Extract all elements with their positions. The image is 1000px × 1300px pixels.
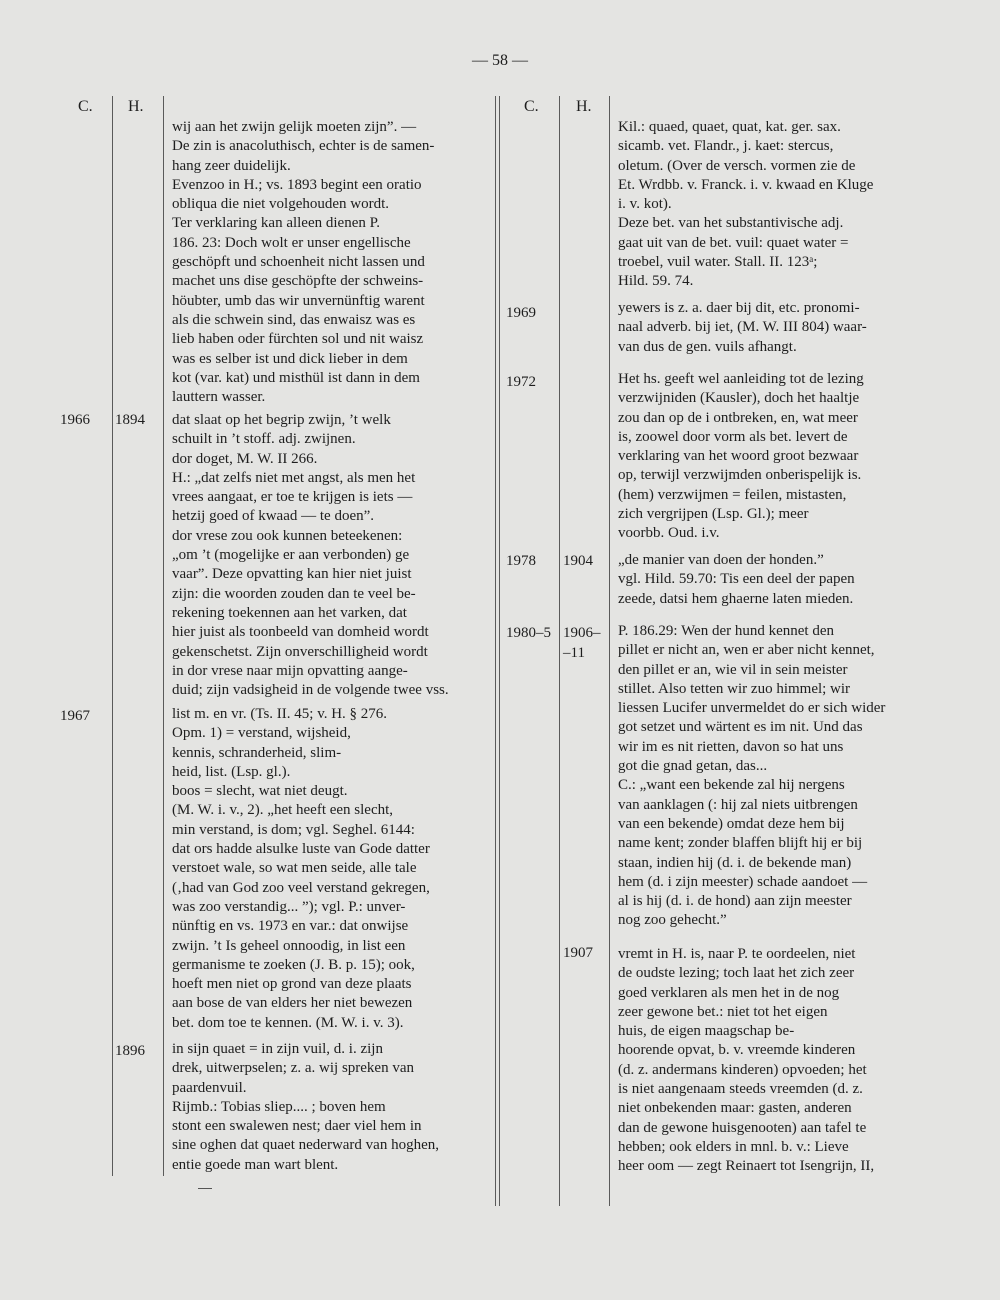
text-line: stillet. Also tetten wir zuo himmel; wir: [618, 680, 851, 697]
text-line: germanisme te zoeken (J. B. p. 15); ook,: [172, 956, 415, 973]
text-line: De zin is anacoluthisch, echter is de samen-: [172, 138, 435, 155]
text-line: hoorende opvat, b. v. vreemde kinderen: [618, 1042, 856, 1059]
text-line: was zoo verstandig... ”); vgl. P.: unver-: [172, 898, 406, 915]
text-line: oletum. (Over de versch. vormen zie de: [618, 157, 856, 174]
right-verse-marker: 1980–5: [506, 625, 551, 641]
text-line: (hem) verzwijmen = feilen, mistasten,: [618, 486, 847, 503]
left-commentary-block: [172, 705, 490, 1033]
text-line: hebben; ook elders in mnl. b. v.: Lieve: [618, 1138, 849, 1155]
text-line: hoeft men niet op grond van deze plaats: [172, 976, 412, 993]
text-line: C.: „want een bekende zal hij nergens: [618, 777, 845, 794]
text-line: (‚had van God zoo veel verstand gekregen,: [172, 879, 430, 896]
right-rule-h: [609, 96, 610, 1206]
text-line: op, terwijl verzwijmden onberispelijk is.: [618, 467, 862, 484]
text-line: verstoet wale, so wat men seide, alle tale: [172, 860, 417, 877]
text-line: P. 186.29: Wen der hund kennet den: [618, 623, 834, 639]
text-line: (M. W. i. v., 2). „het heeft een slecht,: [172, 802, 394, 819]
left-commentary-block: [172, 118, 490, 407]
text-line: wir im es nit rietten, davon so hat uns: [618, 738, 844, 755]
right-verse-marker: –11: [563, 645, 585, 661]
left-verse-marker: 1896: [115, 1043, 145, 1059]
text-line: dor vrese zou ook kunnen beteekenen:: [172, 527, 403, 544]
text-line: gaat uit van de bet. vuil: quaet water =: [618, 234, 849, 251]
text-line: zou dan op de i ontbreken, en, wat meer: [618, 409, 858, 426]
text-line: in dor vrese naar mijn opvatting aange-: [172, 662, 408, 679]
text-line: machet uns dise geschöpfte der schweins-: [172, 273, 424, 290]
text-line: hem (d. i zijn meester) schade aandoet —: [618, 873, 868, 890]
text-line: van aanklagen (: hij zal niets uitbrengen: [618, 796, 858, 813]
text-line: wij aan het zwijn gelijk moeten zijn”. —: [172, 119, 417, 135]
text-line: name kent; zonder blaffen blijft hij er bij: [618, 835, 863, 852]
text-line: de oudste lezing; toch laat het zich zeer: [618, 965, 855, 982]
text-line: staan, indien hij (d. i. de bekende man): [618, 854, 852, 871]
left-commentary-block: [172, 411, 490, 700]
text-line: duid; zijn vadsigheid in de volgende twee vss.: [172, 682, 449, 699]
right-verse-marker: 1906–: [563, 625, 601, 641]
text-line: 186. 23: Doch wolt er unser engellische: [172, 234, 411, 251]
text-line: „om ’t (mogelijke er aan verbonden) ge: [172, 547, 410, 564]
text-line: aan bose de van elders her niet bewezen: [172, 995, 413, 1012]
text-line: is niet aangenaam steeds vreemden (d. z.: [618, 1081, 863, 1098]
text-line: vgl. Hild. 59.70: Tis een deel der papen: [618, 571, 855, 588]
text-line: verzwijniden (Kausler), doch het haaltje: [618, 390, 860, 407]
text-line: nog zoo gehecht.”: [618, 912, 727, 929]
text-line: in sijn quaet = in zijn vuil, d. i. zijn: [172, 1041, 383, 1057]
right-commentary-block: [618, 945, 938, 1177]
right-header-c: C.: [524, 98, 539, 115]
text-line: Opm. 1) = verstand, wijsheid,: [172, 725, 351, 742]
text-line: zwijn. ’t Is geheel onnoodig, in list een: [172, 937, 406, 954]
text-line: Deze bet. van het substantivische adj.: [618, 215, 844, 232]
text-line: rekening toekennen aan het varken, dat: [172, 604, 407, 621]
left-verse-marker: 1966: [60, 412, 90, 428]
right-header-h: H.: [576, 98, 592, 115]
text-line: Et. Wrdbb. v. Franck. i. v. kwaad en Kluge: [618, 176, 874, 193]
text-line: Kil.: quaed, quaet, quat, kat. ger. sax.: [618, 119, 841, 135]
center-rule-1: [495, 96, 496, 1206]
text-line: Het hs. geeft wel aanleiding tot de lezing: [618, 371, 864, 387]
left-rule-h: [163, 96, 164, 1176]
text-line: Evenzoo in H.; vs. 1893 begint een oratio: [172, 176, 422, 193]
text-line: zeer gewone bet.: niet tot het eigen: [618, 1003, 828, 1020]
text-line: zich vergrijpen (Lsp. Gl.); meer: [618, 506, 809, 523]
text-line: huis, de eigen maagschap be-: [618, 1023, 795, 1040]
text-line: dor doget, M. W. II 266.: [172, 450, 318, 467]
text-line: höubter, umb das wir unvernünftig warent: [172, 292, 425, 309]
text-line: (d. z. andermans kinderen) opvoeden; het: [618, 1061, 867, 1078]
text-line: „de manier van doen der honden.”: [618, 552, 824, 568]
text-line: goed verklaren als men het in de nog: [618, 984, 840, 1001]
text-line: yewers is z. a. daer bij dit, etc. pronomi-: [618, 300, 860, 316]
text-line: got die gnad getan, das...: [618, 758, 768, 775]
text-line: Ter verklaring kan alleen dienen P.: [172, 215, 381, 232]
text-line: den pillet er an, wie vil in sein meister: [618, 661, 848, 678]
text-line: bet. dom toe te kennen. (M. W. i. v. 3).: [172, 1014, 404, 1031]
footer-dash: [198, 1188, 212, 1189]
text-line: drek, uitwerpselen; z. a. wij spreken van: [172, 1060, 414, 1077]
text-line: was es selber ist und dick lieber in dem: [172, 350, 408, 367]
text-line: heer oom — zegt Reinaert tot Isengrijn, II,: [618, 1158, 875, 1175]
right-verse-marker: 1972: [506, 374, 536, 390]
left-verse-marker: 1967: [60, 708, 90, 724]
text-line: naal adverb. bij iet, (M. W. III 804) waar-: [618, 319, 867, 336]
text-line: paardenvuil.: [172, 1079, 247, 1096]
text-line: zeede, datsi hem ghaerne laten mieden.: [618, 590, 854, 607]
text-line: hetzij goed of kwaad — te doen”.: [172, 508, 375, 525]
text-line: al is hij (d. i. de hond) aan zijn meester: [618, 893, 852, 910]
text-line: Hild. 59. 74.: [618, 273, 694, 290]
text-line: liessen Lucifer unvermeldet do er sich wider: [618, 700, 886, 717]
text-line: lieb haben oder fürchten sol und nit waisz: [172, 331, 424, 348]
right-rule-c: [559, 96, 560, 1206]
text-line: pillet er nicht an, wen er aber nicht kennet,: [618, 642, 875, 659]
text-line: is, zoowel door vorm als bet. levert de: [618, 428, 848, 445]
right-commentary-block: [618, 299, 938, 357]
text-line: dat ors hadde alsulke luste van Gode datter: [172, 841, 430, 858]
text-line: stont een swalewen nest; daer viel hem in: [172, 1118, 422, 1135]
text-line: zijn: die woorden zouden dan te veel be-: [172, 585, 416, 602]
text-line: dan de gewone huisgenooten) aan tafel te: [618, 1119, 867, 1136]
text-line: schuilt in ’t stoff. adj. zwijnen.: [172, 431, 356, 448]
right-verse-marker: 1969: [506, 305, 536, 321]
text-line: nünftig en vs. 1973 en var.: dat onwijse: [172, 918, 409, 935]
text-line: H.: „dat zelfs niet met angst, als men het: [172, 469, 416, 486]
right-commentary-block: [618, 551, 938, 609]
text-line: van dus de gen. vuils afhangt.: [618, 338, 797, 355]
text-line: sicamb. vet. Flandr., j. kaet: stercus,: [618, 138, 834, 155]
text-line: voorbb. Oud. i.v.: [618, 525, 720, 542]
left-rule-c: [112, 96, 113, 1176]
text-line: lauttern wasser.: [172, 389, 266, 406]
text-line: dat slaat op het begrip zwijn, ’t welk: [172, 412, 391, 428]
text-line: gekenschetst. Zijn onverschilligheid wordt: [172, 643, 428, 660]
right-commentary-block: [618, 118, 938, 292]
text-line: list m. en vr. (Ts. II. 45; v. H. § 276.: [172, 706, 388, 722]
text-line: obliqua die niet volgehouden wordt.: [172, 196, 390, 213]
text-line: vremt in H. is, naar P. te oordeelen, niet: [618, 946, 856, 962]
text-line: vrees aangaat, er toe te krijgen is iets —: [172, 489, 413, 506]
left-header-c: C.: [78, 98, 93, 115]
text-line: heid, list. (Lsp. gl.).: [172, 763, 291, 780]
text-line: got setzet und wärtent es im nit. Und das: [618, 719, 863, 736]
right-verse-marker: 1978: [506, 553, 536, 569]
right-verse-marker: 1904: [563, 553, 593, 569]
text-line: min verstand, is dom; vgl. Seghel. 6144:: [172, 821, 415, 838]
text-line: hang zeer duidelijk.: [172, 157, 291, 174]
text-line: kennis, schranderheid, slim-: [172, 744, 342, 761]
text-line: boos = slecht, wat niet deugt.: [172, 783, 348, 800]
text-line: troebel, vuil water. Stall. II. 123ᵃ;: [618, 254, 818, 271]
text-line: kot (var. kat) und misthül ist dann in dem: [172, 369, 420, 386]
text-line: als die schwein sind, das enwaisz was es: [172, 311, 416, 328]
page-number: — 58 —: [472, 52, 528, 69]
center-rule-2: [499, 96, 500, 1206]
left-commentary-block: [172, 1040, 490, 1175]
left-header-h: H.: [128, 98, 144, 115]
text-line: entie goede man wart blent.: [172, 1156, 339, 1173]
right-commentary-block: [618, 370, 938, 544]
text-line: sine oghen dat quaet nederward van hoghen,: [172, 1137, 439, 1154]
right-verse-marker: 1907: [563, 945, 593, 961]
right-commentary-block: [618, 622, 938, 931]
left-verse-marker: 1894: [115, 412, 145, 428]
text-line: geschöpft und schoenheit nicht lassen und: [172, 254, 425, 271]
text-line: niet onbekenden maar: gasten, anderen: [618, 1100, 852, 1117]
text-line: vaar”. Deze opvatting kan hier niet juist: [172, 566, 412, 583]
text-line: hier juist als toonbeeld van domheid wordt: [172, 624, 429, 641]
text-line: verklaring van het woord groot bezwaar: [618, 448, 859, 465]
text-line: van een bekende) omdat deze hem bij: [618, 815, 845, 832]
text-line: i. v. kot).: [618, 196, 672, 213]
text-line: Rijmb.: Tobias sliep.... ; boven hem: [172, 1098, 386, 1115]
